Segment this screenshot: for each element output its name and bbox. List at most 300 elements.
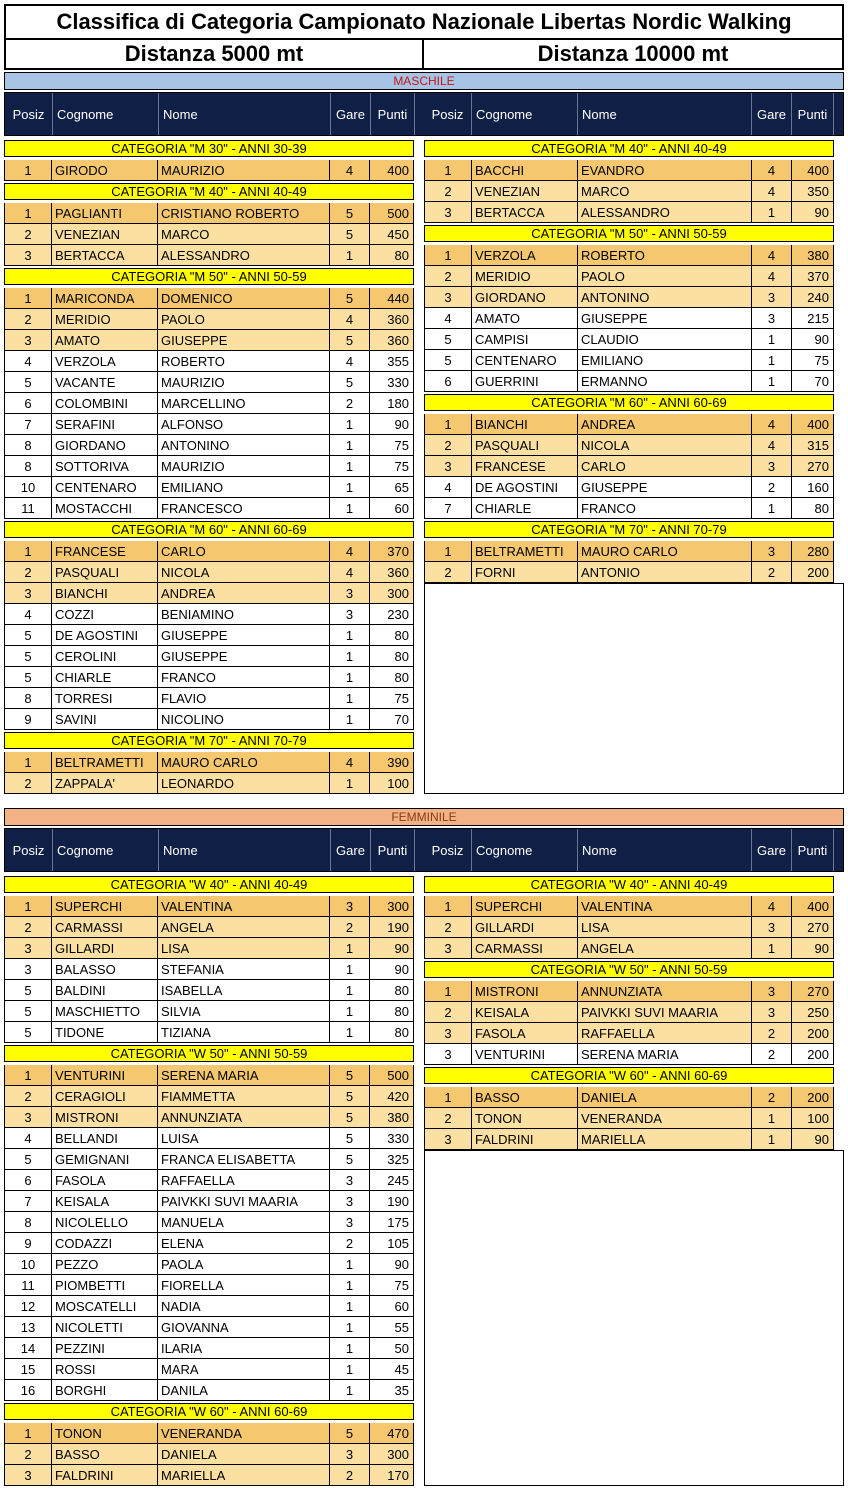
table-row bbox=[4, 1233, 414, 1254]
cell-posiz: 8 bbox=[4, 1212, 52, 1233]
cell-punti: 55 bbox=[370, 1317, 414, 1338]
cell-gare: 1 bbox=[752, 350, 792, 371]
table-row bbox=[424, 541, 834, 562]
cell-punti: 90 bbox=[792, 1129, 834, 1150]
table-row bbox=[4, 604, 414, 625]
cell-nome: DANILA bbox=[158, 1380, 330, 1401]
column-header-row bbox=[4, 828, 844, 872]
column-header-punti: Punti bbox=[792, 829, 834, 871]
cell-punti: 75 bbox=[370, 688, 414, 709]
cell-nome: ILARIA bbox=[158, 1338, 330, 1359]
category-header: CATEGORIA "M 70" - ANNI 70-79 bbox=[424, 521, 834, 538]
table-row bbox=[424, 329, 834, 350]
cell-cognome: PEZZINI bbox=[52, 1338, 158, 1359]
cell-cognome: GILLARDI bbox=[52, 938, 158, 959]
cell-posiz: 4 bbox=[4, 604, 52, 625]
table-row bbox=[4, 456, 414, 477]
cell-cognome: FRANCESE bbox=[52, 541, 158, 562]
cell-cognome: GILLARDI bbox=[472, 917, 578, 938]
cell-punti: 105 bbox=[370, 1233, 414, 1254]
column-header-posiz: Posiz bbox=[424, 93, 472, 135]
table-row bbox=[4, 752, 414, 773]
table-row bbox=[4, 372, 414, 393]
cell-cognome: PIOMBETTI bbox=[52, 1275, 158, 1296]
cell-gare: 1 bbox=[330, 1296, 370, 1317]
cell-posiz: 3 bbox=[4, 959, 52, 980]
table-row bbox=[4, 1149, 414, 1170]
table-row bbox=[4, 477, 414, 498]
cell-gare: 5 bbox=[330, 1128, 370, 1149]
cell-gare: 1 bbox=[330, 773, 370, 794]
cell-nome: GIUSEPPE bbox=[578, 477, 752, 498]
table-row bbox=[4, 203, 414, 224]
cell-punti: 60 bbox=[370, 498, 414, 519]
table-row bbox=[424, 371, 834, 392]
cell-posiz: 2 bbox=[424, 1108, 472, 1129]
table-row bbox=[4, 688, 414, 709]
cell-punti: 215 bbox=[792, 308, 834, 329]
category-header: CATEGORIA "M 50" - ANNI 50-59 bbox=[424, 225, 834, 242]
table-row bbox=[4, 160, 414, 181]
cell-posiz: 2 bbox=[4, 1444, 52, 1465]
cell-cognome: PEZZO bbox=[52, 1254, 158, 1275]
cell-posiz: 2 bbox=[4, 773, 52, 794]
cell-nome: LISA bbox=[578, 917, 752, 938]
cell-punti: 370 bbox=[792, 266, 834, 287]
cell-punti: 400 bbox=[792, 160, 834, 181]
cell-posiz: 2 bbox=[4, 917, 52, 938]
table-row bbox=[4, 414, 414, 435]
cell-punti: 90 bbox=[370, 938, 414, 959]
cell-nome: MARIELLA bbox=[158, 1465, 330, 1486]
cell-gare: 1 bbox=[330, 1380, 370, 1401]
cell-posiz: 8 bbox=[4, 688, 52, 709]
cell-gare: 5 bbox=[330, 1149, 370, 1170]
cell-posiz: 16 bbox=[4, 1380, 52, 1401]
cell-nome: ANGELA bbox=[578, 938, 752, 959]
cell-cognome: MERIDIO bbox=[52, 309, 158, 330]
cell-nome: SERENA MARIA bbox=[578, 1044, 752, 1065]
cell-posiz: 4 bbox=[424, 308, 472, 329]
cell-posiz: 5 bbox=[424, 329, 472, 350]
cell-gare: 4 bbox=[330, 541, 370, 562]
cell-gare: 1 bbox=[330, 414, 370, 435]
cell-cognome: CEROLINI bbox=[52, 646, 158, 667]
cell-gare: 2 bbox=[330, 393, 370, 414]
cell-posiz: 3 bbox=[4, 1465, 52, 1486]
cell-punti: 280 bbox=[792, 541, 834, 562]
table-row bbox=[4, 1254, 414, 1275]
cell-nome: ANTONIO bbox=[578, 562, 752, 583]
cell-punti: 380 bbox=[792, 245, 834, 266]
cell-cognome: DE AGOSTINI bbox=[52, 625, 158, 646]
cell-posiz: 1 bbox=[4, 896, 52, 917]
cell-gare: 1 bbox=[330, 477, 370, 498]
cell-gare: 2 bbox=[330, 917, 370, 938]
cell-gare: 5 bbox=[330, 1086, 370, 1107]
cell-punti: 440 bbox=[370, 288, 414, 309]
category-header: CATEGORIA "W 40" - ANNI 40-49 bbox=[4, 876, 414, 893]
category-header: CATEGORIA "W 50" - ANNI 50-59 bbox=[424, 961, 834, 978]
column-header-cognome: Cognome bbox=[472, 93, 578, 135]
table-row bbox=[4, 1380, 414, 1401]
table-row bbox=[424, 1108, 834, 1129]
cell-punti: 330 bbox=[370, 372, 414, 393]
table-row bbox=[424, 1129, 834, 1150]
cell-cognome: BIANCHI bbox=[52, 583, 158, 604]
cell-nome: FRANCO bbox=[158, 667, 330, 688]
empty-area bbox=[424, 1150, 844, 1486]
cell-posiz: 6 bbox=[4, 1170, 52, 1191]
cell-gare: 2 bbox=[752, 562, 792, 583]
table-row bbox=[4, 1022, 414, 1043]
cell-nome: ANTONINO bbox=[158, 435, 330, 456]
cell-posiz: 1 bbox=[424, 1087, 472, 1108]
cell-punti: 270 bbox=[792, 456, 834, 477]
table-row bbox=[4, 625, 414, 646]
cell-cognome: BASSO bbox=[472, 1087, 578, 1108]
distance-5000-heading: Distanza 5000 mt bbox=[4, 38, 424, 70]
table-row bbox=[424, 1002, 834, 1023]
table-row bbox=[424, 308, 834, 329]
cell-gare: 1 bbox=[330, 1275, 370, 1296]
cell-nome: FRANCO bbox=[578, 498, 752, 519]
cell-nome: ROBERTO bbox=[158, 351, 330, 372]
cell-nome: ANNUNZIATA bbox=[158, 1107, 330, 1128]
cell-nome: ANTONINO bbox=[578, 287, 752, 308]
section-band-femminile: FEMMINILE bbox=[4, 808, 844, 826]
cell-cognome: PASQUALI bbox=[52, 562, 158, 583]
cell-posiz: 11 bbox=[4, 1275, 52, 1296]
table-row bbox=[424, 1044, 834, 1065]
cell-gare: 5 bbox=[330, 330, 370, 351]
cell-nome: EMILIANO bbox=[578, 350, 752, 371]
table-row bbox=[4, 1338, 414, 1359]
table-row bbox=[4, 1317, 414, 1338]
cell-gare: 4 bbox=[752, 414, 792, 435]
table-row bbox=[4, 1296, 414, 1317]
cell-posiz: 1 bbox=[4, 541, 52, 562]
cell-nome: MARCELLINO bbox=[158, 393, 330, 414]
cell-posiz: 2 bbox=[4, 1086, 52, 1107]
cell-nome: GIUSEPPE bbox=[158, 330, 330, 351]
cell-posiz: 2 bbox=[4, 224, 52, 245]
cell-nome: GIOVANNA bbox=[158, 1317, 330, 1338]
cell-punti: 75 bbox=[370, 456, 414, 477]
cell-punti: 300 bbox=[370, 896, 414, 917]
cell-nome: ALESSANDRO bbox=[578, 202, 752, 223]
table-row bbox=[424, 414, 834, 435]
cell-gare: 1 bbox=[330, 1001, 370, 1022]
table-row bbox=[4, 1359, 414, 1380]
cell-nome: MANUELA bbox=[158, 1212, 330, 1233]
cell-nome: LEONARDO bbox=[158, 773, 330, 794]
cell-punti: 100 bbox=[370, 773, 414, 794]
cell-punti: 190 bbox=[370, 1191, 414, 1212]
cell-gare: 3 bbox=[752, 917, 792, 938]
cell-posiz: 9 bbox=[4, 1233, 52, 1254]
cell-cognome: BERTACCA bbox=[52, 245, 158, 266]
table-row bbox=[4, 1444, 414, 1465]
cell-gare: 4 bbox=[330, 160, 370, 181]
cell-posiz: 8 bbox=[4, 435, 52, 456]
cell-nome: NICOLA bbox=[578, 435, 752, 456]
cell-punti: 400 bbox=[792, 896, 834, 917]
cell-posiz: 15 bbox=[4, 1359, 52, 1380]
cell-gare: 1 bbox=[330, 625, 370, 646]
cell-nome: PAIVKKI SUVI MAARIA bbox=[578, 1002, 752, 1023]
cell-cognome: FALDRINI bbox=[52, 1465, 158, 1486]
table-row bbox=[424, 938, 834, 959]
cell-posiz: 6 bbox=[424, 371, 472, 392]
cell-punti: 300 bbox=[370, 583, 414, 604]
cell-posiz: 5 bbox=[424, 350, 472, 371]
cell-posiz: 5 bbox=[4, 1149, 52, 1170]
cell-cognome: SERAFINI bbox=[52, 414, 158, 435]
cell-cognome: VERZOLA bbox=[52, 351, 158, 372]
cell-posiz: 1 bbox=[424, 245, 472, 266]
cell-gare: 1 bbox=[330, 646, 370, 667]
cell-cognome: PAGLIANTI bbox=[52, 203, 158, 224]
cell-cognome: VENEZIAN bbox=[52, 224, 158, 245]
cell-nome: ANNUNZIATA bbox=[578, 981, 752, 1002]
cell-posiz: 5 bbox=[4, 625, 52, 646]
table-row bbox=[4, 646, 414, 667]
cell-gare: 1 bbox=[330, 688, 370, 709]
cell-cognome: VENEZIAN bbox=[472, 181, 578, 202]
cell-punti: 190 bbox=[370, 917, 414, 938]
cell-punti: 200 bbox=[792, 1044, 834, 1065]
table-row bbox=[4, 245, 414, 266]
category-header: CATEGORIA "M 30" - ANNI 30-39 bbox=[4, 140, 414, 157]
cell-posiz: 1 bbox=[424, 981, 472, 1002]
cell-punti: 60 bbox=[370, 1296, 414, 1317]
cell-gare: 5 bbox=[330, 288, 370, 309]
cell-posiz: 3 bbox=[4, 1107, 52, 1128]
cell-nome: FLAVIO bbox=[158, 688, 330, 709]
page-title: Classifica di Categoria Campionato Nazionale Libertas Nordic Walking bbox=[4, 4, 844, 40]
cell-nome: CLAUDIO bbox=[578, 329, 752, 350]
table-row bbox=[424, 266, 834, 287]
cell-cognome: CENTENARO bbox=[52, 477, 158, 498]
table-row bbox=[424, 245, 834, 266]
cell-punti: 170 bbox=[370, 1465, 414, 1486]
cell-nome: DANIELA bbox=[158, 1444, 330, 1465]
cell-posiz: 11 bbox=[4, 498, 52, 519]
cell-punti: 90 bbox=[370, 414, 414, 435]
cell-cognome: VENTURINI bbox=[472, 1044, 578, 1065]
column-header-gare: Gare bbox=[752, 829, 792, 871]
cell-punti: 270 bbox=[792, 917, 834, 938]
table-row bbox=[4, 980, 414, 1001]
cell-cognome: BACCHI bbox=[472, 160, 578, 181]
cell-gare: 5 bbox=[330, 203, 370, 224]
cell-punti: 75 bbox=[370, 435, 414, 456]
cell-punti: 50 bbox=[370, 1338, 414, 1359]
cell-cognome: COZZI bbox=[52, 604, 158, 625]
cell-punti: 270 bbox=[792, 981, 834, 1002]
cell-gare: 3 bbox=[330, 1212, 370, 1233]
cell-gare: 1 bbox=[330, 1338, 370, 1359]
table-row bbox=[4, 1086, 414, 1107]
table-row bbox=[4, 541, 414, 562]
cell-punti: 70 bbox=[370, 709, 414, 730]
cell-nome: MAURIZIO bbox=[158, 372, 330, 393]
cell-gare: 1 bbox=[752, 1108, 792, 1129]
cell-gare: 4 bbox=[752, 245, 792, 266]
table-row bbox=[4, 959, 414, 980]
table-row bbox=[4, 1212, 414, 1233]
cell-gare: 3 bbox=[752, 1002, 792, 1023]
cell-posiz: 2 bbox=[424, 562, 472, 583]
cell-nome: DANIELA bbox=[578, 1087, 752, 1108]
cell-nome: VALENTINA bbox=[578, 896, 752, 917]
cell-gare: 1 bbox=[330, 938, 370, 959]
cell-punti: 330 bbox=[370, 1128, 414, 1149]
cell-gare: 1 bbox=[330, 435, 370, 456]
cell-punti: 400 bbox=[792, 414, 834, 435]
table-row bbox=[424, 350, 834, 371]
cell-posiz: 10 bbox=[4, 1254, 52, 1275]
cell-nome: MARCO bbox=[578, 181, 752, 202]
cell-punti: 360 bbox=[370, 562, 414, 583]
cell-gare: 3 bbox=[330, 1191, 370, 1212]
cell-gare: 1 bbox=[330, 245, 370, 266]
cell-cognome: BALASSO bbox=[52, 959, 158, 980]
cell-gare: 1 bbox=[752, 498, 792, 519]
cell-punti: 90 bbox=[370, 959, 414, 980]
cell-punti: 80 bbox=[370, 1022, 414, 1043]
cell-gare: 3 bbox=[330, 1170, 370, 1191]
cell-punti: 325 bbox=[370, 1149, 414, 1170]
cell-posiz: 13 bbox=[4, 1317, 52, 1338]
cell-cognome: GUERRINI bbox=[472, 371, 578, 392]
empty-area bbox=[424, 583, 844, 794]
cell-gare: 3 bbox=[752, 981, 792, 1002]
cell-punti: 500 bbox=[370, 203, 414, 224]
cell-nome: ALESSANDRO bbox=[158, 245, 330, 266]
cell-gare: 2 bbox=[752, 477, 792, 498]
cell-cognome: SOTTORIVA bbox=[52, 456, 158, 477]
cell-posiz: 1 bbox=[424, 896, 472, 917]
column-header-gare: Gare bbox=[331, 829, 371, 871]
cell-punti: 390 bbox=[370, 752, 414, 773]
cell-gare: 4 bbox=[752, 181, 792, 202]
column-header-nome: Nome bbox=[159, 93, 331, 135]
cell-cognome: CAMPISI bbox=[472, 329, 578, 350]
cell-nome: VALENTINA bbox=[158, 896, 330, 917]
cell-gare: 4 bbox=[752, 435, 792, 456]
cell-cognome: CHIARLE bbox=[52, 667, 158, 688]
cell-posiz: 4 bbox=[4, 1128, 52, 1149]
cell-punti: 245 bbox=[370, 1170, 414, 1191]
cell-cognome: FORNI bbox=[472, 562, 578, 583]
cell-gare: 5 bbox=[330, 224, 370, 245]
column-header-nome: Nome bbox=[578, 829, 752, 871]
cell-punti: 180 bbox=[370, 393, 414, 414]
cell-nome: NADIA bbox=[158, 1296, 330, 1317]
cell-cognome: VENTURINI bbox=[52, 1065, 158, 1086]
cell-punti: 300 bbox=[370, 1444, 414, 1465]
cell-gare: 3 bbox=[330, 896, 370, 917]
cell-cognome: CARMASSI bbox=[472, 938, 578, 959]
column-header-nome: Nome bbox=[578, 93, 752, 135]
cell-gare: 1 bbox=[752, 938, 792, 959]
cell-punti: 80 bbox=[370, 1001, 414, 1022]
cell-gare: 3 bbox=[752, 308, 792, 329]
cell-nome: LISA bbox=[158, 938, 330, 959]
column-header-cognome: Cognome bbox=[472, 829, 578, 871]
cell-nome: ERMANNO bbox=[578, 371, 752, 392]
cell-cognome: CENTENARO bbox=[472, 350, 578, 371]
table-row bbox=[4, 1107, 414, 1128]
cell-posiz: 9 bbox=[4, 709, 52, 730]
cell-cognome: TONON bbox=[472, 1108, 578, 1129]
cell-punti: 360 bbox=[370, 330, 414, 351]
cell-punti: 90 bbox=[792, 938, 834, 959]
cell-cognome: SUPERCHI bbox=[472, 896, 578, 917]
table-row bbox=[4, 917, 414, 938]
cell-cognome: MISTRONI bbox=[52, 1107, 158, 1128]
cell-nome: FRANCESCO bbox=[158, 498, 330, 519]
cell-cognome: MOSTACCHI bbox=[52, 498, 158, 519]
cell-posiz: 3 bbox=[424, 1044, 472, 1065]
table-row bbox=[424, 435, 834, 456]
cell-nome: VENERANDA bbox=[158, 1423, 330, 1444]
cell-posiz: 3 bbox=[4, 330, 52, 351]
cell-nome: LUISA bbox=[158, 1128, 330, 1149]
cell-nome: ANGELA bbox=[158, 917, 330, 938]
cell-cognome: FASOLA bbox=[52, 1170, 158, 1191]
cell-gare: 1 bbox=[330, 498, 370, 519]
cell-punti: 470 bbox=[370, 1423, 414, 1444]
cell-posiz: 1 bbox=[4, 1423, 52, 1444]
table-row bbox=[424, 160, 834, 181]
cell-punti: 80 bbox=[370, 646, 414, 667]
cell-nome: DOMENICO bbox=[158, 288, 330, 309]
cell-cognome: TONON bbox=[52, 1423, 158, 1444]
cell-cognome: MISTRONI bbox=[472, 981, 578, 1002]
category-header: CATEGORIA "W 60" - ANNI 60-69 bbox=[4, 1403, 414, 1420]
cell-posiz: 4 bbox=[4, 351, 52, 372]
table-row bbox=[4, 1465, 414, 1486]
cell-gare: 1 bbox=[752, 329, 792, 350]
cell-nome: SILVIA bbox=[158, 1001, 330, 1022]
table-row bbox=[4, 330, 414, 351]
cell-posiz: 5 bbox=[4, 1001, 52, 1022]
cell-gare: 3 bbox=[752, 541, 792, 562]
cell-cognome: ZAPPALA' bbox=[52, 773, 158, 794]
cell-cognome: CODAZZI bbox=[52, 1233, 158, 1254]
cell-posiz: 3 bbox=[424, 456, 472, 477]
cell-gare: 5 bbox=[330, 372, 370, 393]
cell-cognome: NICOLELLO bbox=[52, 1212, 158, 1233]
cell-nome: GIUSEPPE bbox=[158, 646, 330, 667]
cell-punti: 70 bbox=[792, 371, 834, 392]
cell-gare: 4 bbox=[752, 266, 792, 287]
cell-nome: ELENA bbox=[158, 1233, 330, 1254]
cell-nome: VENERANDA bbox=[578, 1108, 752, 1129]
column-header-row bbox=[4, 92, 844, 136]
cell-punti: 350 bbox=[792, 181, 834, 202]
cell-posiz: 1 bbox=[424, 541, 472, 562]
table-row bbox=[4, 288, 414, 309]
cell-cognome: CERAGIOLI bbox=[52, 1086, 158, 1107]
table-row bbox=[4, 224, 414, 245]
cell-punti: 90 bbox=[792, 202, 834, 223]
cell-cognome: MERIDIO bbox=[472, 266, 578, 287]
cell-nome: NICOLINO bbox=[158, 709, 330, 730]
